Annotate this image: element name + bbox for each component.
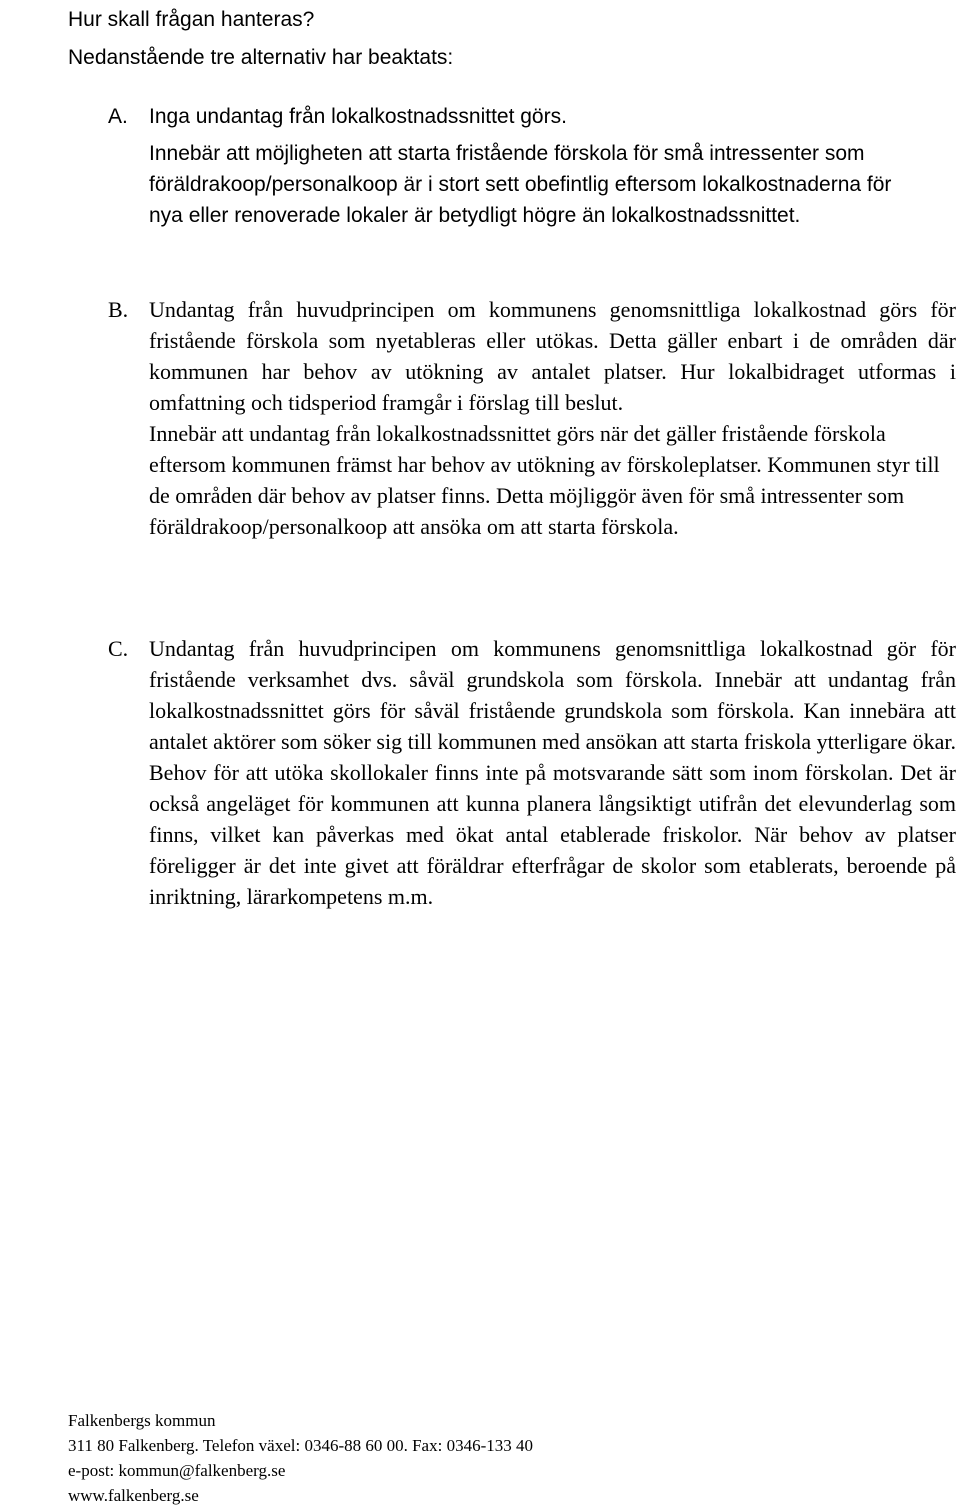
option-b-paragraph-2: Innebär att undantag från lokalkostnadssnittet görs när det gäller fristående förskola eftersom kommunen främst har behov av utökning av förskoleplatser. Kommunen styr till de områden där behov av platser finns. Detta möjliggör även för små intressenter som föräldrakoop/personalkoop att ansöka om att starta förskola. xyxy=(149,421,940,539)
option-c-paragraph: Undantag från huvudprincipen om kommunens genomsnittliga lokalkostnad gör för fristående verksamhet dvs. såväl grundskola som förskola. Innebär att undantag från lokalkostnadssnittet görs för såväl fristående grundskola som förskola. Kan innebära att antalet aktörer som söker sig till kommunen med ansökan att starta friskola ytterligare ökar. Behov för att utöka skollokaler finns inte på motsvarande sätt som inom förskolan. Det är också angeläget för kommunen att kunna planera långsiktigt utifrån det elevunderlag som finns, vilket kan påverkas med ökat antal etablerade friskolor. När behov av platser föreligger är det inte givet att föräldrar efterfrågar de skolor som etablerats, beroende på inriktning, lärarkompetens m.m. xyxy=(149,636,956,909)
footer-email[interactable]: e-post: kommun@falkenberg.se xyxy=(68,1461,286,1480)
option-a-body xyxy=(149,101,956,231)
option-b-marker: B. xyxy=(108,297,129,322)
section-heading: Hur skall frågan hanteras? xyxy=(68,8,315,31)
option-a-paragraph: Innebär att möjligheten att starta fristående förskola för små intressenter som föräldrakoop/personalkoop är i stort sett obefintlig eftersom lokalkostnaderna för nya eller renoverade lokaler är betydligt högre än lokalkostnadssnittet. xyxy=(149,142,892,227)
intro-text: Nedanstående tre alternativ har beaktats: xyxy=(68,46,454,69)
option-b-body xyxy=(149,294,956,542)
footer-organization: Falkenbergs kommun xyxy=(68,1411,216,1430)
footer-website[interactable]: www.falkenberg.se xyxy=(68,1486,199,1505)
option-a-title: Inga undantag från lokalkostnadssnittet görs. xyxy=(149,105,567,128)
option-b-paragraph-1: Undantag från huvudprincipen om kommunens genomsnittliga lokalkostnad görs för fristående förskola som nyetableras eller utökas. Detta gäller enbart i de områden där kommunen har behov av utökning av antalet platser. Hur lokalbidraget utformas i omfattning och tidsperiod framgår i förslag till beslut. xyxy=(149,297,956,415)
option-a-marker: A. xyxy=(108,105,128,128)
option-b xyxy=(108,294,956,542)
option-c xyxy=(108,633,956,912)
option-c-body xyxy=(149,633,956,912)
option-a xyxy=(108,101,956,231)
option-c-marker: C. xyxy=(108,636,129,661)
footer-address: 311 80 Falkenberg. Telefon växel: 0346-88 60 00. Fax: 0346-133 40 xyxy=(68,1436,533,1455)
page-footer xyxy=(68,1408,533,1508)
